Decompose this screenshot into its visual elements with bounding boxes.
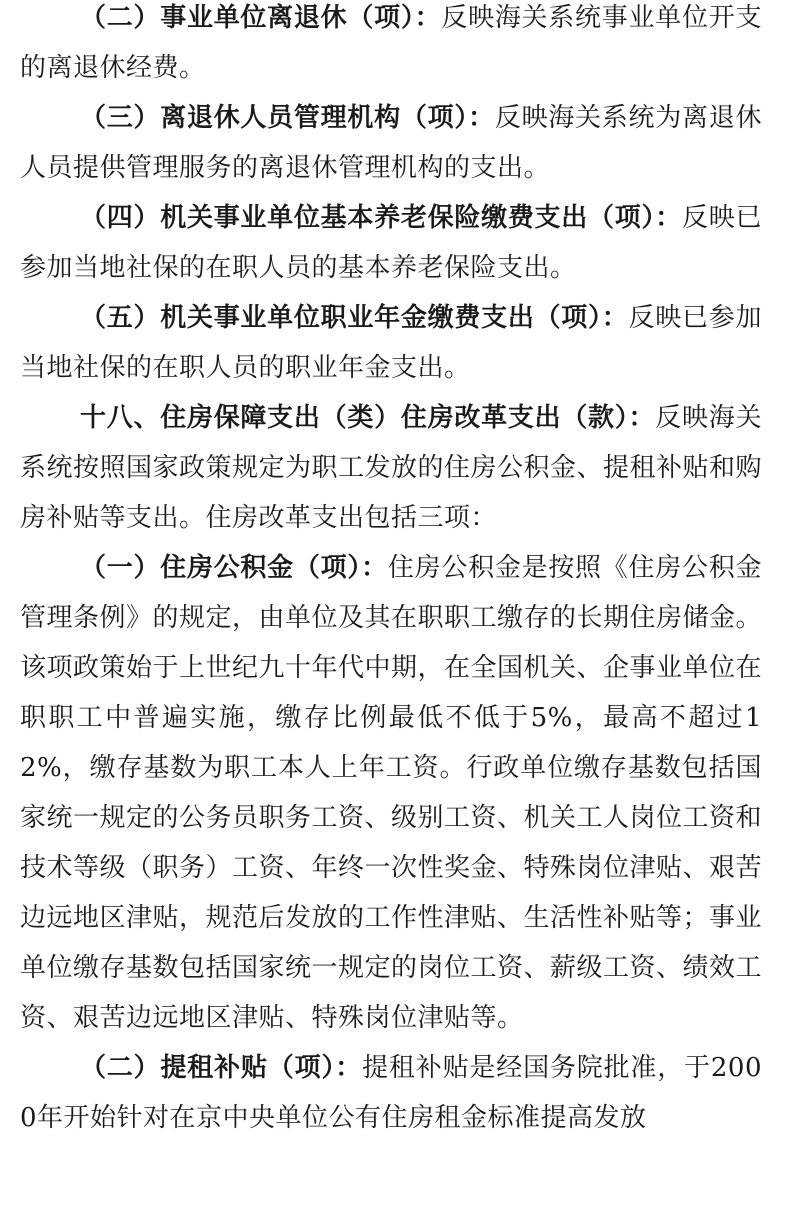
paragraph-housing-provident-fund bbox=[20, 543, 762, 1043]
paragraph-heading: 十八、住房保障支出（类）住房改革支出（款）： bbox=[80, 403, 656, 433]
paragraph-rent-subsidy bbox=[20, 1043, 762, 1143]
paragraph-pension-insurance bbox=[20, 193, 762, 293]
paragraph-text: 反映已参加当地社保的在职人员的基本养老保险支出。 bbox=[20, 203, 762, 283]
paragraph-housing-security bbox=[20, 393, 762, 543]
paragraph-text: 住房公积金是按照《住房公积金管理条例》的规定，由单位及其在职职工缴存的长期住房储金。该项政策始于上世纪九十年代中期，在全国机关、企事业单位在职职工中普遍实施，缴存比例最低不低于5%，最高不超过12%，缴存基数为职工本人上年工资。行政单位缴存基数包括国家统一规定的公务员职务工资、级别工资、机关工人岗位工资和技术等级（职务）工资、年终一次性奖金、特殊岗位津贴、艰苦边远地区津贴，规范后发放的工作性津贴、生活性补贴等；事业单位缴存基数包括国家统一规定的岗位工资、薪级工资、绩效工资、艰苦边远地区津贴、特殊岗位津贴等。 bbox=[20, 553, 763, 1033]
paragraph-text: 反映海关系统事业单位开支的离退休经费。 bbox=[20, 3, 762, 83]
paragraph-heading: （二）事业单位离退休（项）： bbox=[80, 3, 442, 33]
paragraph-text: 反映海关系统为离退休人员提供管理服务的离退休管理机构的支出。 bbox=[20, 103, 762, 183]
paragraph-heading: （一）住房公积金（项）： bbox=[80, 553, 388, 583]
paragraph-text: 提租补贴是经国务院批准，于2000年开始针对在京中央单位公有住房租金标准提高发放 bbox=[20, 1053, 762, 1133]
paragraph-text: 反映已参加当地社保的在职人员的职业年金支出。 bbox=[20, 303, 762, 383]
paragraph-heading: （三）离退休人员管理机构（项）： bbox=[80, 103, 495, 133]
document-body bbox=[20, 0, 762, 1143]
paragraph-heading: （五）机关事业单位职业年金缴费支出（项）： bbox=[80, 303, 629, 333]
paragraph-heading: （二）提租补贴（项）： bbox=[80, 1053, 363, 1083]
paragraph-retirement-management bbox=[20, 93, 762, 193]
paragraph-retirement-public-institutions bbox=[20, 0, 762, 93]
paragraph-text: 反映海关系统按照国家政策规定为职工发放的住房公积金、提租补贴和购房补贴等支出。住房改革支出包括三项： bbox=[20, 403, 763, 533]
paragraph-heading: （四）机关事业单位基本养老保险缴费支出（项）： bbox=[80, 203, 682, 233]
paragraph-occupational-annuity bbox=[20, 293, 762, 393]
